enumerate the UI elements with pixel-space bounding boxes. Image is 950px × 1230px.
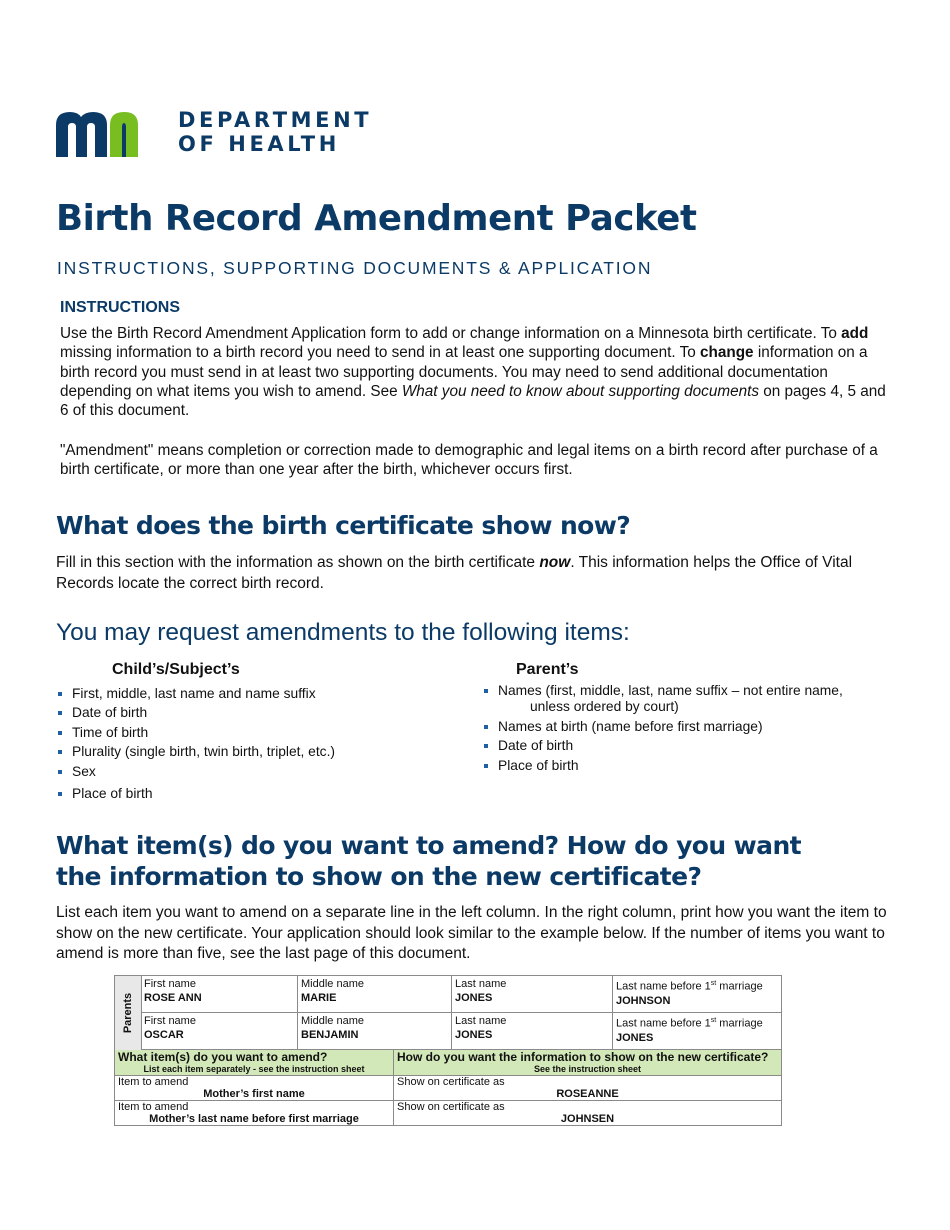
list-item: Sex xyxy=(58,764,335,780)
text-run-bold: change xyxy=(700,344,754,362)
text-run: st xyxy=(710,980,717,987)
field-label: Item to amend xyxy=(118,1076,189,1088)
child-heading: Child’s/Subject’s xyxy=(112,661,240,678)
parent-items-list xyxy=(484,683,884,777)
field-label: First name xyxy=(144,1015,196,1027)
list-item xyxy=(484,683,884,716)
field-value: Mother’s last name before first marriage xyxy=(149,1113,359,1125)
text-run: Last name before 1 xyxy=(616,980,711,993)
father-first-name-cell xyxy=(141,976,298,1013)
parents-side-label xyxy=(115,976,142,1050)
list-item: Plurality (single birth, twin birth, triplet, etc.) xyxy=(58,744,335,760)
text-run: information on a birth record you must send in at least two supporting documents. You may need to send additional documentation depending on what items you wish to amend. See xyxy=(60,344,868,400)
example-form xyxy=(114,975,782,1126)
field-value: JONES xyxy=(455,992,493,1004)
field-label: Middle name xyxy=(301,1015,364,1027)
header-question: What item(s) do you want to amend? xyxy=(118,1050,328,1064)
field-label xyxy=(616,1014,778,1031)
logo-text xyxy=(178,108,372,156)
what-amend-text: List each item you want to amend on a separate line in the left column. In the right column, print how you want the item to show on the new certificate. Your application should look similar to the example below. If the number of items you want to amend is more than five, see the last page of this document. xyxy=(56,904,887,962)
text-run: Fill in this section with the information as shown on the birth certificate xyxy=(56,554,540,571)
logo-line-2: OF HEALTH xyxy=(178,132,340,156)
list-item: Names at birth (name before first marriage) xyxy=(484,719,884,735)
field-label: Show on certificate as xyxy=(397,1101,505,1113)
field-label: Middle name xyxy=(301,978,364,990)
field-label: Item to amend xyxy=(118,1101,189,1113)
text-run-bold-italic: now xyxy=(539,554,571,571)
show-now-heading: What does the birth certificate show now? xyxy=(56,511,631,540)
middle-name-cell xyxy=(298,1013,452,1050)
first-name-cell xyxy=(141,1013,298,1050)
text-run: st xyxy=(710,1017,717,1024)
last-name-cell xyxy=(452,1013,613,1050)
field-value: BENJAMIN xyxy=(301,1029,359,1041)
header-subtext: List each item separately - see the instruction sheet xyxy=(143,1064,365,1074)
show-on-certificate-cell xyxy=(394,1076,781,1101)
text-run: marriage xyxy=(716,980,763,993)
text-run: on pages 4, 5 and 6 of this document. xyxy=(60,382,886,420)
field-label: Last name xyxy=(455,1015,507,1027)
instructions-heading: INSTRUCTIONS xyxy=(60,299,180,316)
list-item: Place of birth xyxy=(484,758,884,774)
header-question: How do you want the information to show on the new certificate? xyxy=(397,1050,769,1064)
amend-items-heading: You may request amendments to the following items: xyxy=(56,619,630,646)
field-label: Last name xyxy=(455,978,507,990)
text-run: Use the Birth Record Amendment Application form to add or change information on a Minnesota birth certificate. To xyxy=(60,325,842,342)
show-now-text xyxy=(56,553,896,594)
what-amend-heading: What item(s) do you want to amend? How do you want the information to show on the new certificate? xyxy=(56,831,801,891)
middle-name-cell xyxy=(298,976,452,1013)
last-name-before-marriage-cell xyxy=(613,976,781,1013)
text-run-italic: What you need to know about supporting documents xyxy=(401,382,759,400)
field-value: MARIE xyxy=(301,992,337,1004)
text-run: missing information to a birth record you need to send in at least one supporting document. To xyxy=(60,344,701,362)
field-label: First name xyxy=(144,978,196,990)
field-value: JOHNSON xyxy=(616,994,671,1007)
list-item: First, middle, last name and name suffix xyxy=(58,686,335,702)
logo-line-1: DEPARTMENT xyxy=(178,108,373,132)
instructions-paragraph xyxy=(60,324,890,420)
list-item: Place of birth xyxy=(58,786,335,802)
field-value: JOHNSEN xyxy=(560,1113,615,1125)
list-item: Date of birth xyxy=(58,705,335,721)
parents-label-text: Parents xyxy=(122,992,134,1034)
text-run: Last name before 1 xyxy=(616,1017,711,1030)
field-value: JONES xyxy=(455,1029,493,1041)
text-run: Names (first, middle, last, name suffix – not entire name, xyxy=(498,683,843,698)
field-value: Mother’s first name xyxy=(203,1088,305,1100)
item-to-amend-cell xyxy=(115,1101,394,1125)
amend-question-header xyxy=(115,1050,394,1076)
text-run: marriage xyxy=(716,1017,763,1030)
list-item: Date of birth xyxy=(484,738,884,754)
page-title: Birth Record Amendment Packet xyxy=(56,198,697,239)
page-subtitle: INSTRUCTIONS, SUPPORTING DOCUMENTS & APPLICATION xyxy=(57,258,653,278)
parent-heading: Parent’s xyxy=(516,661,579,678)
text-run: . This information helps the Office of Vital Records locate the correct birth record. xyxy=(56,554,853,592)
field-value: JONES xyxy=(616,1031,654,1044)
text-run: unless ordered by court) xyxy=(530,699,679,715)
field-label xyxy=(616,977,778,994)
last-name-before-marriage-cell xyxy=(613,1013,781,1050)
field-value: ROSEANNE xyxy=(556,1088,619,1100)
last-name-cell xyxy=(452,976,613,1013)
field-label: Show on certificate as xyxy=(397,1076,505,1088)
child-items-list xyxy=(58,686,335,805)
mn-logo-icon xyxy=(56,111,160,157)
amendment-definition: "Amendment" means completion or correction made to demographic and legal items on a birth record after purchase of a birth certificate, or more than one year after the birth, whichever occurs first. xyxy=(60,442,878,479)
field-value: ROSE ANN xyxy=(144,992,202,1004)
field-value: OSCAR xyxy=(144,1029,184,1041)
item-to-amend-cell xyxy=(115,1076,394,1101)
show-on-certificate-cell xyxy=(394,1101,781,1125)
text-run-bold: add xyxy=(841,325,869,342)
header-subtext: See the instruction sheet xyxy=(533,1064,642,1074)
list-item: Time of birth xyxy=(58,725,335,741)
show-question-header xyxy=(394,1050,781,1076)
